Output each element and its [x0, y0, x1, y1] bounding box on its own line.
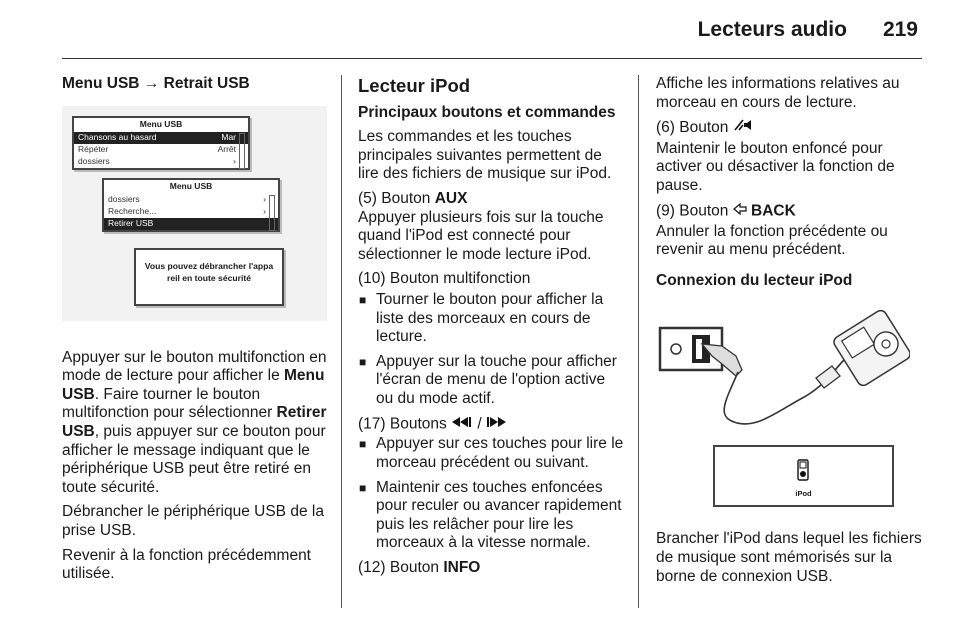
button-10-label: (10) Bouton multifonction	[358, 270, 531, 288]
section-heading-usb	[62, 75, 327, 94]
button-12-label: (12) Bouton INFO	[358, 559, 481, 577]
scrollbar-icon	[269, 195, 275, 231]
page-header	[698, 18, 918, 42]
play-pause-mute-icon	[733, 118, 755, 138]
button-9-label: (9) Bouton BACK	[656, 201, 796, 219]
list-item: ■ Appuyer sur ces touches pour lire le morceau précédent ou suivant.	[358, 435, 624, 472]
screen-title: Menu USB	[139, 118, 183, 129]
section-title-ipod: Lecteur iPod	[358, 75, 471, 96]
message-screen	[134, 248, 284, 306]
paragraph-info: Affiche les informations relatives au morceau en cours de lecture.	[656, 75, 900, 111]
ipod-icon	[797, 459, 809, 481]
button-17-label: (17) Boutons /	[358, 415, 624, 434]
paragraph-unplug: Débrancher le périphérique USB de la prise USB.	[62, 503, 324, 539]
term-retirer-usb: Retirer USB	[62, 404, 327, 440]
paragraph-intro: Les commandes et les touches principales suivantes permettent de lire des fichiers de musique sur iPod.	[358, 128, 612, 183]
page-number: 219	[882, 18, 918, 41]
menu-row: Recherche... ›	[108, 205, 266, 216]
menu-row: Chansons au hasard Mar	[74, 132, 248, 144]
paragraph-instructions: Appuyer sur le bouton multifonction en mode de lecture pour afficher le Menu USB. Faire tourner le bouton multifonction pour sélectionner Retirer USB, puis appuyer sur ce bouton pour afficher le message indiquant que le périphérique USB peut être retiré en toute sécurité.	[62, 348, 327, 496]
safe-removal-message: Vous pouvez débrancher l'appa reil en toute sécurité	[144, 260, 274, 283]
list-item: ■ Tourner le bouton pour afficher la liste des morceaux en cours de lecture.	[358, 291, 624, 347]
term-menu-usb: Menu USB	[62, 367, 325, 403]
header-title: Lecteurs audio	[697, 18, 847, 41]
previous-track-icon	[451, 415, 473, 434]
column-ipod-controls	[358, 75, 624, 584]
scrollbar-icon	[239, 133, 245, 169]
ipod-cable-illustration	[656, 300, 910, 450]
subheading-controls: Principaux boutons et commandes	[358, 103, 616, 121]
column-divider-1	[341, 75, 342, 608]
heading-retrait-usb: Retrait USB	[163, 75, 250, 92]
ipod-connection-figure	[656, 300, 910, 524]
ipod-display-box	[713, 445, 894, 507]
button-9-text: Annuler la fonction précédente ou revenir au menu précédent.	[656, 222, 888, 259]
heading-connection: Connexion du lecteur iPod	[656, 271, 853, 289]
list-item: ■ Maintenir ces touches enfoncées pour reculer ou avancer rapidement puis les relâcher pour lire les morceaux à la vitesse normale.	[358, 479, 624, 553]
button-17-list	[358, 435, 624, 553]
list-item: ■ Appuyer sur la touche pour afficher l'écran de menu de l'option active ou du mode actif.	[358, 353, 624, 409]
button-6-text: Maintenir le bouton enfoncé pour activer ou désactiver la fonction de pause.	[656, 139, 895, 194]
back-arrow-icon	[733, 202, 747, 221]
ipod-label: iPod	[795, 489, 812, 499]
menu-screen-1	[72, 116, 250, 170]
header-rule	[62, 58, 922, 59]
menu-row: Retirer USB	[104, 218, 278, 230]
button-5-label: (5) Bouton AUX	[358, 189, 468, 207]
button-5-text: Appuyer plusieurs fois sur la touche quand l'iPod est connecté pour sélectionner le mode lecture iPod.	[358, 208, 604, 263]
button-10-list	[358, 291, 624, 409]
screen-title: Menu USB	[169, 180, 213, 191]
column-divider-2	[638, 75, 639, 608]
paragraph-connect: Brancher l'iPod dans lequel les fichiers de musique sont mémorisés sur la borne de connexion USB.	[656, 530, 922, 585]
usb-menu-figure	[62, 106, 327, 321]
paragraph-return: Revenir à la fonction précédemment utilisée.	[62, 546, 311, 583]
button-6-label: (6) Bouton	[656, 118, 924, 138]
arrow-right-icon: →	[143, 75, 160, 92]
next-track-icon	[486, 415, 508, 434]
heading-menu-usb: Menu USB	[62, 75, 140, 92]
menu-row: Répéter Arrêt	[78, 143, 236, 154]
menu-row: dossiers ›	[78, 155, 236, 166]
menu-screen-2	[102, 178, 280, 232]
column-ipod-connection	[656, 75, 924, 592]
column-usb-removal	[62, 75, 327, 590]
menu-row: dossiers ›	[108, 193, 266, 204]
